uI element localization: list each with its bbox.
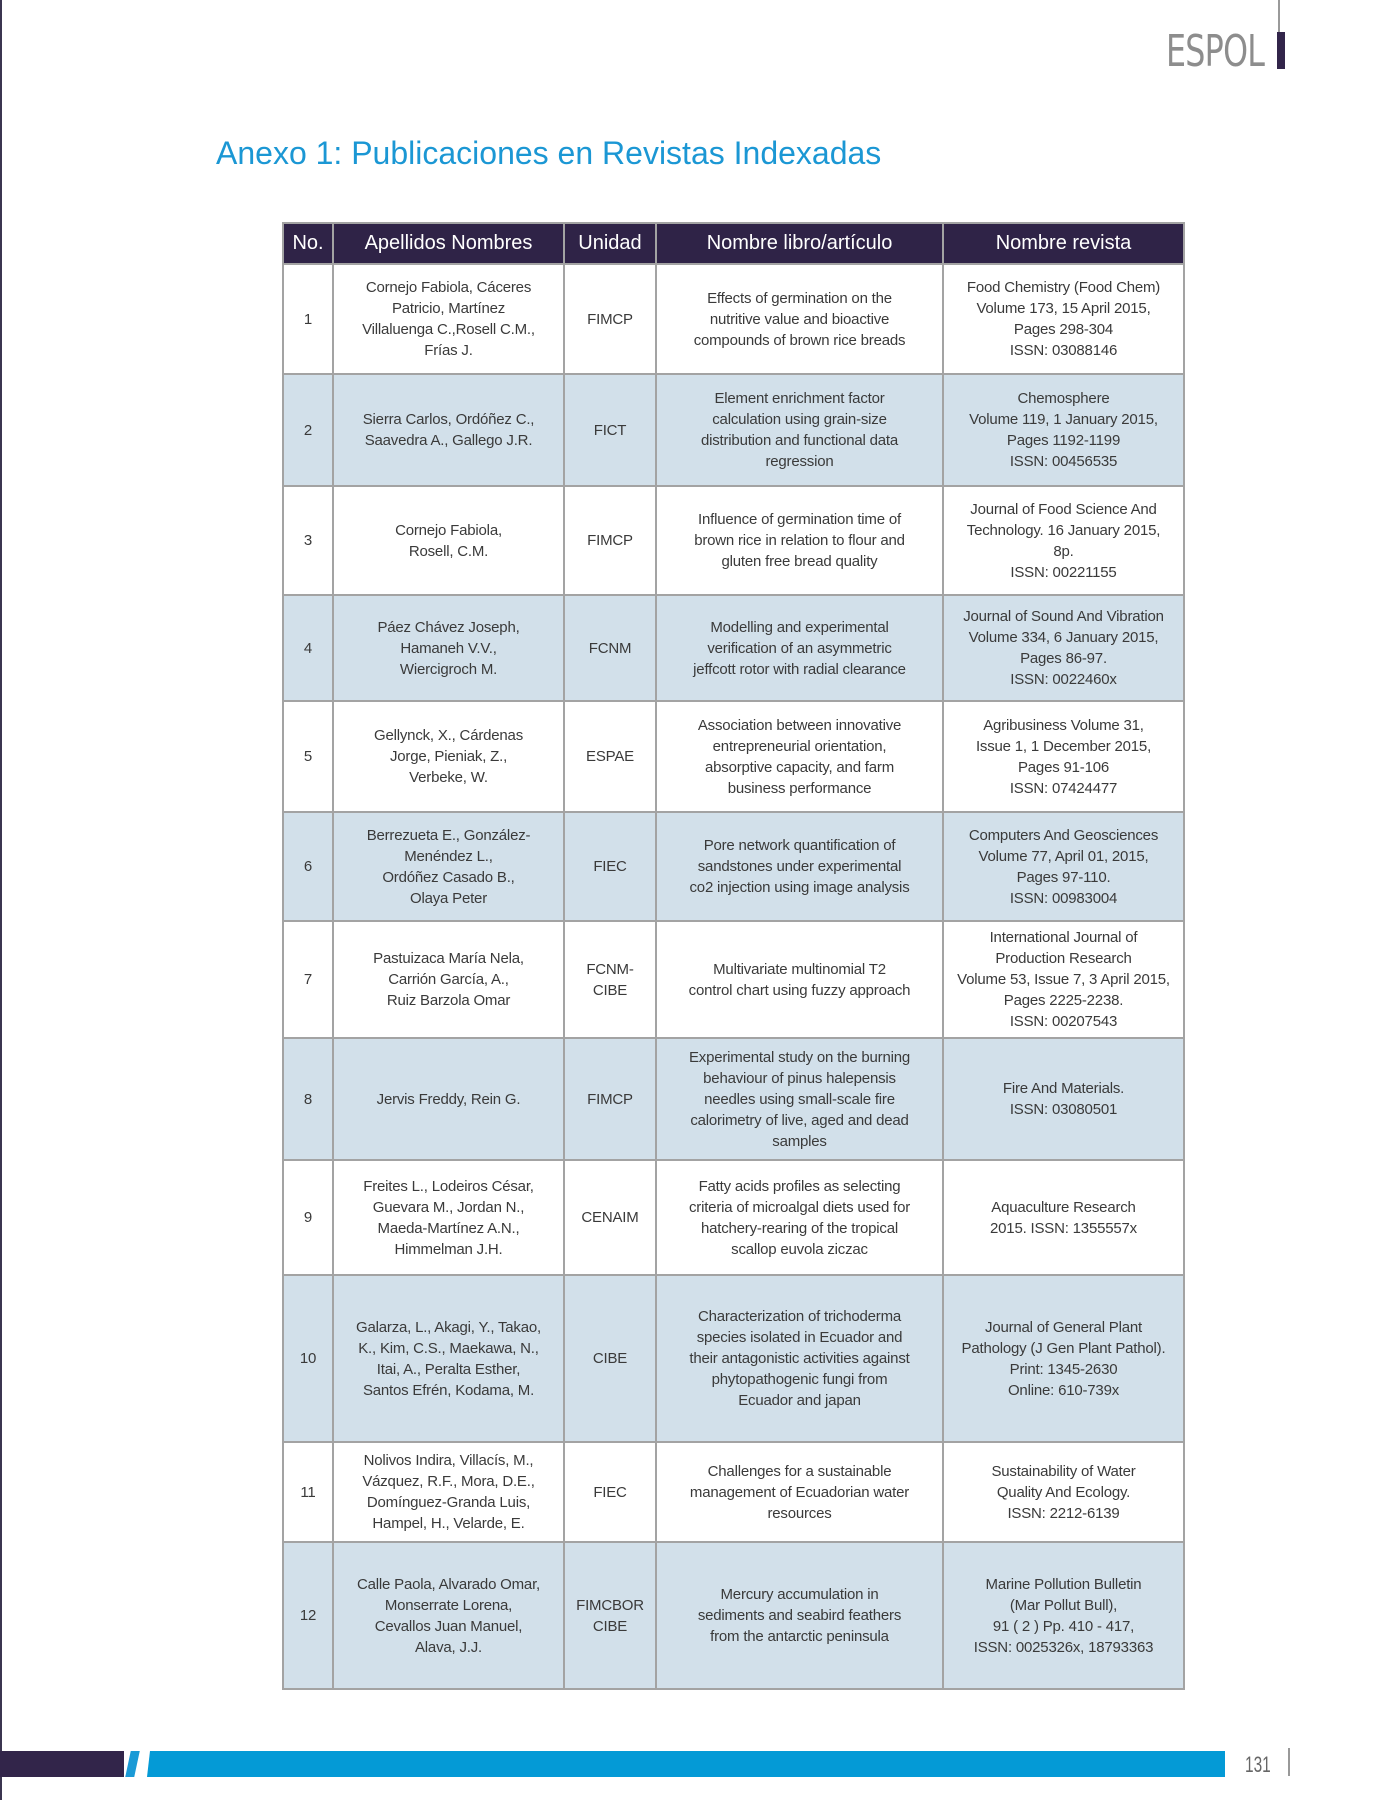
footer-dark-bar — [0, 1751, 124, 1777]
table-row — [283, 1160, 1184, 1275]
table-row — [283, 701, 1184, 812]
row-number: 8 — [283, 1038, 333, 1160]
authors-cell: Gellynck, X., Cárdenas Jorge, Pieniak, Z., Verbeke, W. — [333, 701, 564, 812]
journal-cell: Journal of Sound And Vibration Volume 334, 6 January 2015, Pages 86-97. ISSN: 0022460x — [943, 595, 1184, 701]
article-title-cell: Effects of germination on the nutritive value and bioactive compounds of brown rice breads — [656, 264, 943, 374]
table-row — [283, 1275, 1184, 1442]
row-number: 12 — [283, 1542, 333, 1689]
footer-blue-bar — [147, 1751, 1225, 1777]
page-number: 131 — [1245, 1752, 1271, 1777]
column-header-journal: Nombre revista — [943, 223, 1184, 264]
authors-cell: Calle Paola, Alvarado Omar, Monserrate Lorena, Cevallos Juan Manuel, Alava, J.J. — [333, 1542, 564, 1689]
unit-cell: FIEC — [564, 1442, 656, 1542]
publications-table — [282, 222, 1185, 1690]
article-title-cell: Experimental study on the burning behaviour of pinus halepensis needles using small-scale fire calorimetry of live, aged and dead samples — [656, 1038, 943, 1160]
article-title-cell: Element enrichment factor calculation using grain-size distribution and functional data regression — [656, 374, 943, 486]
row-number: 7 — [283, 921, 333, 1038]
table-row — [283, 812, 1184, 921]
article-title-cell: Challenges for a sustainable management of Ecuadorian water resources — [656, 1442, 943, 1542]
journal-cell: Agribusiness Volume 31, Issue 1, 1 December 2015, Pages 91-106 ISSN: 07424477 — [943, 701, 1184, 812]
journal-cell: Sustainability of Water Quality And Ecology. ISSN: 2212-6139 — [943, 1442, 1184, 1542]
authors-cell: Berrezueta E., González- Menéndez L., Ordóñez Casado B., Olaya Peter — [333, 812, 564, 921]
unit-cell: FIEC — [564, 812, 656, 921]
espol-logo: ESPOL — [1166, 26, 1265, 77]
journal-cell: Aquaculture Research 2015. ISSN: 1355557x — [943, 1160, 1184, 1275]
article-title-cell: Fatty acids profiles as selecting criteria of microalgal diets used for hatchery-rearing of the tropical scallop euvola ziczac — [656, 1160, 943, 1275]
journal-cell: Computers And Geosciences Volume 77, April 01, 2015, Pages 97-110. ISSN: 00983004 — [943, 812, 1184, 921]
authors-cell: Freites L., Lodeiros César, Guevara M., Jordan N., Maeda-Martínez A.N., Himmelman J.H. — [333, 1160, 564, 1275]
row-number: 6 — [283, 812, 333, 921]
table-row — [283, 1542, 1184, 1689]
table-row — [283, 374, 1184, 486]
journal-cell: Food Chemistry (Food Chem) Volume 173, 15 April 2015, Pages 298-304 ISSN: 03088146 — [943, 264, 1184, 374]
logo-divider — [1278, 0, 1280, 34]
column-header-no: No. — [283, 223, 333, 264]
unit-cell: FIMCP — [564, 1038, 656, 1160]
table-row — [283, 921, 1184, 1038]
journal-cell: Chemosphere Volume 119, 1 January 2015, Pages 1192-1199 ISSN: 00456535 — [943, 374, 1184, 486]
authors-cell: Páez Chávez Joseph, Hamaneh V.V., Wiercigroch M. — [333, 595, 564, 701]
column-header-authors: Apellidos Nombres — [333, 223, 564, 264]
column-header-unit: Unidad — [564, 223, 656, 264]
page-title: Anexo 1: Publicaciones en Revistas Indexadas — [216, 135, 882, 171]
unit-cell: ESPAE — [564, 701, 656, 812]
unit-cell: FIMCP — [564, 486, 656, 595]
authors-cell: Cornejo Fabiola, Rosell, C.M. — [333, 486, 564, 595]
unit-cell: FICT — [564, 374, 656, 486]
table-header-row — [283, 223, 1184, 264]
journal-cell: Journal of Food Science And Technology. 16 January 2015, 8p. ISSN: 00221155 — [943, 486, 1184, 595]
logo-accent-bar — [1277, 32, 1285, 69]
journal-cell: International Journal of Production Research Volume 53, Issue 7, 3 April 2015, Pages 2225-2238. ISSN: 00207543 — [943, 921, 1184, 1038]
journal-cell: Journal of General Plant Pathology (J Gen Plant Pathol). Print: 1345-2630 Online: 610-739x — [943, 1275, 1184, 1442]
article-title-cell: Influence of germination time of brown rice in relation to flour and gluten free bread quality — [656, 486, 943, 595]
unit-cell: FIMCP — [564, 264, 656, 374]
row-number: 10 — [283, 1275, 333, 1442]
row-number: 9 — [283, 1160, 333, 1275]
row-number: 11 — [283, 1442, 333, 1542]
journal-cell: Marine Pollution Bulletin (Mar Pollut Bull), 91 ( 2 ) Pp. 410 - 417, ISSN: 0025326x, 18793363 — [943, 1542, 1184, 1689]
row-number: 3 — [283, 486, 333, 595]
authors-cell: Nolivos Indira, Villacís, M., Vázquez, R.F., Mora, D.E., Domínguez-Granda Luis, Hampel, H., Velarde, E. — [333, 1442, 564, 1542]
row-number: 5 — [283, 701, 333, 812]
unit-cell: FIMCBOR CIBE — [564, 1542, 656, 1689]
article-title-cell: Multivariate multinomial T2 control chart using fuzzy approach — [656, 921, 943, 1038]
authors-cell: Pastuizaca María Nela, Carrión García, A., Ruiz Barzola Omar — [333, 921, 564, 1038]
article-title-cell: Characterization of trichoderma species isolated in Ecuador and their antagonistic activities against phytopathogenic fungi from Ecuador and japan — [656, 1275, 943, 1442]
unit-cell: CIBE — [564, 1275, 656, 1442]
row-number: 4 — [283, 595, 333, 701]
article-title-cell: Pore network quantification of sandstones under experimental co2 injection using image analysis — [656, 812, 943, 921]
authors-cell: Sierra Carlos, Ordóñez C., Saavedra A., Gallego J.R. — [333, 374, 564, 486]
authors-cell: Cornejo Fabiola, Cáceres Patricio, Martínez Villaluenga C.,Rosell C.M., Frías J. — [333, 264, 564, 374]
page-edge-line — [0, 0, 2, 1800]
table-row — [283, 486, 1184, 595]
unit-cell: FCNM- CIBE — [564, 921, 656, 1038]
authors-cell: Galarza, L., Akagi, Y., Takao, K., Kim, C.S., Maekawa, N., Itai, A., Peralta Esther, Santos Efrén, Kodama, M. — [333, 1275, 564, 1442]
column-header-article: Nombre libro/artículo — [656, 223, 943, 264]
row-number: 1 — [283, 264, 333, 374]
article-title-cell: Association between innovative entrepreneurial orientation, absorptive capacity, and farm business performance — [656, 701, 943, 812]
unit-cell: FCNM — [564, 595, 656, 701]
table-row — [283, 1442, 1184, 1542]
article-title-cell: Mercury accumulation in sediments and seabird feathers from the antarctic peninsula — [656, 1542, 943, 1689]
table-row — [283, 1038, 1184, 1160]
table-row — [283, 264, 1184, 374]
footer-slash — [125, 1751, 140, 1777]
page-number-divider — [1288, 1748, 1290, 1776]
article-title-cell: Modelling and experimental verification of an asymmetric jeffcott rotor with radial clearance — [656, 595, 943, 701]
unit-cell: CENAIM — [564, 1160, 656, 1275]
table-row — [283, 595, 1184, 701]
authors-cell: Jervis Freddy, Rein G. — [333, 1038, 564, 1160]
journal-cell: Fire And Materials. ISSN: 03080501 — [943, 1038, 1184, 1160]
row-number: 2 — [283, 374, 333, 486]
